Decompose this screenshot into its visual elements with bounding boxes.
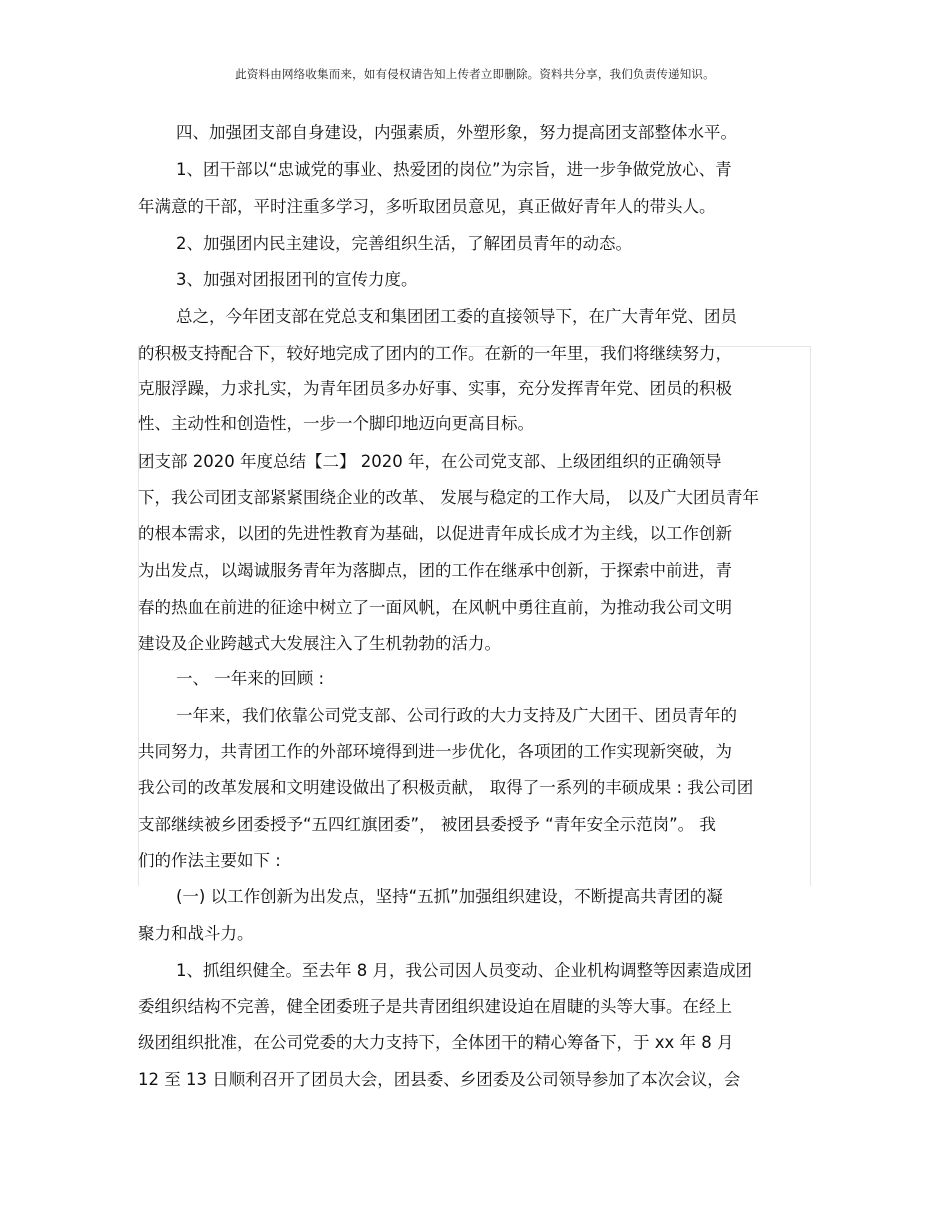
body-line: 聚力和战斗力。 bbox=[138, 924, 254, 943]
copyright-header-note: 此资料由网络收集而来，如有侵权请告知上传者立即删除。资料共分享，我们负责传递知识。 bbox=[235, 67, 715, 81]
body-line: 下，我公司团支部紧紧围绕企业的改革、 发展与稳定的工作大局， 以及广大团员青年 bbox=[138, 488, 759, 507]
body-line: (一) 以工作创新为出发点，坚持“五抓”加强组织建设，不断提高共青团的凝 bbox=[176, 887, 723, 906]
body-line: 们的作法主要如下 : bbox=[138, 851, 281, 870]
body-line: 共同努力，共青团工作的外部环境得到进一步优化，各项团的工作实现新突破，为 bbox=[138, 742, 732, 761]
body-line: 2、加强团内民主建设，完善组织生活，了解团员青年的动态。 bbox=[176, 234, 632, 253]
body-line: 3、加强对团报团刊的宣传力度。 bbox=[176, 270, 418, 289]
body-line: 1、抓组织健全。至去年 8 月，我公司因人员变动、企业机构调整等因素造成团 bbox=[176, 961, 752, 980]
body-line: 一年来，我们依靠公司党支部、公司行政的大力支持及广大团干、团员青年的 bbox=[176, 706, 737, 725]
body-line: 的根本需求，以团的先进性教育为基础，以促进青年成长成才为主线，以工作创新 bbox=[138, 524, 732, 543]
body-line: 支部继续被乡团委授予“五四红旗团委”， 被团县委授予 “青年安全示范岗”。 我 bbox=[138, 815, 716, 834]
body-line: 为出发点，以竭诚服务青年为落脚点，团的工作在继承中创新，于探索中前进，青 bbox=[138, 561, 732, 580]
body-line: 性、主动性和创造性，一步一个脚印地迈向更高目标。 bbox=[138, 414, 534, 433]
body-line: 建设及企业跨越式大发展注入了生机勃勃的活力。 bbox=[138, 634, 501, 653]
body-line: 的积极支持配合下，较好地完成了团内的工作。在新的一年里，我们将继续努力， bbox=[138, 344, 732, 363]
body-line: 1、团干部以“忠诚党的事业、热爱团的岗位”为宗旨，进一步争做党放心、青 bbox=[176, 160, 732, 179]
body-line: 12 至 13 日顺利召开了团员大会，团县委、乡团委及公司领导参加了本次会议，会 bbox=[138, 1070, 741, 1089]
body-line: 克服浮躁，力求扎实，为青年团员多办好事、实事，充分发挥青年党、团员的积极 bbox=[138, 379, 732, 398]
section-heading-line: 团支部 2020 年度总结【二】 2020 年，在公司党支部、上级团组织的正确领导 bbox=[138, 452, 722, 471]
body-line: 四、加强团支部自身建设，内强素质，外塑形象，努力提高团支部整体水平。 bbox=[176, 123, 737, 142]
subheading-line: 一、 一年来的回顾 : bbox=[176, 669, 325, 688]
body-line: 级团组织批准，在公司党委的大力支持下，全体团干的精心筹备下，于 xx 年 8 月 bbox=[138, 1033, 734, 1052]
body-line: 春的热血在前进的征途中树立了一面风帆，在风帆中勇往直前，为推动我公司文明 bbox=[138, 598, 732, 617]
body-line: 我公司的改革发展和文明建设做出了积极贡献， 取得了一系列的丰硕成果 : 我公司团 bbox=[138, 778, 754, 797]
frame-border-right bbox=[810, 346, 811, 886]
body-line: 总之，今年团支部在党总支和集团团工委的直接领导下，在广大青年党、团员 bbox=[176, 307, 737, 326]
body-line: 年满意的干部，平时注重多学习，多听取团员意见，真正做好青年人的带头人。 bbox=[138, 197, 716, 216]
body-line: 委组织结构不完善，健全团委班子是共青团组织建设迫在眉睫的头等大事。在经上 bbox=[138, 997, 732, 1016]
